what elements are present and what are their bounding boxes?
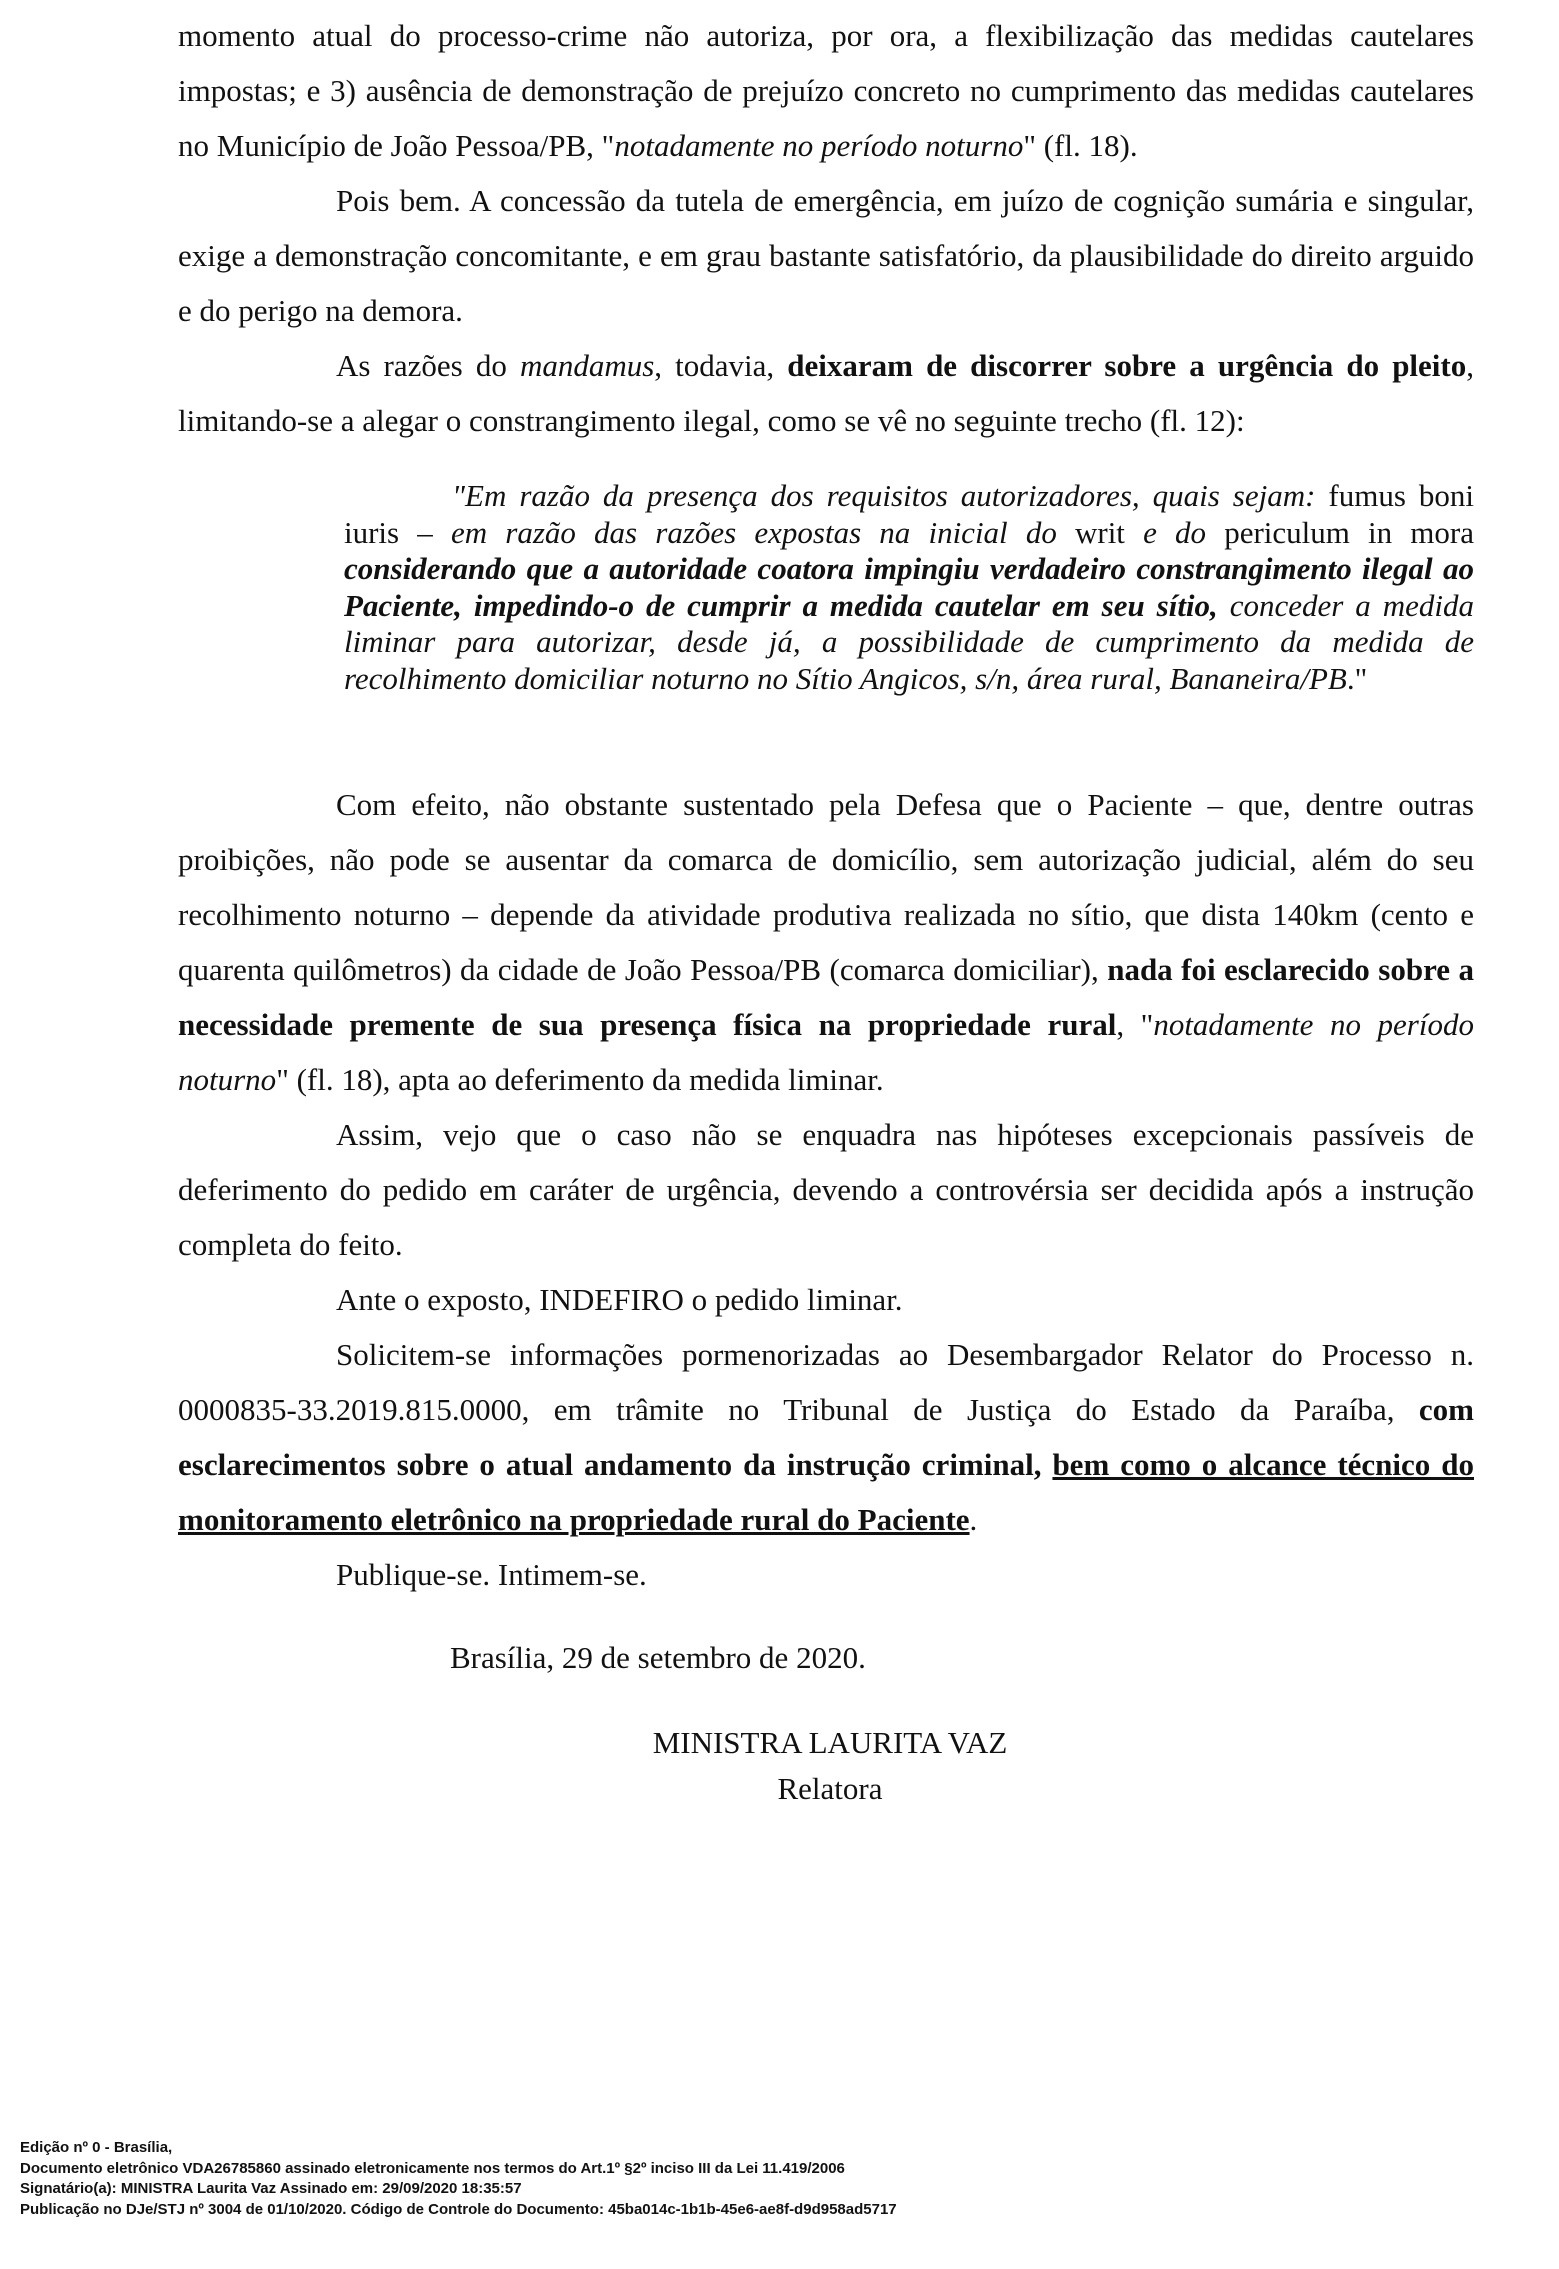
paragraph-4-italic: notadamente no período noturno [178, 1007, 1474, 1097]
paragraph-5: Assim, vejo que o caso não se enquadra nas hipóteses excepcionais passíveis de deferimento do pedido em caráter de urgência, devendo a controvérsia ser decidida após a instrução completa do feito. [178, 1117, 1474, 1262]
signature-block [630, 1720, 1030, 1812]
paragraph-8: Publique-se. Intimem-se. [336, 1557, 647, 1592]
paragraph-7-bold: com esclarecimentos sobre o atual andamento da instrução criminal, [178, 1392, 1474, 1482]
footer-line-edition: Edição nº 0 - Brasília, [20, 2139, 173, 2156]
paragraph-7 [178, 1327, 1474, 1547]
quote-bold-italic: considerando que a autoridade coatora impingiu verdadeiro constrangimento ilegal ao Paciente, impedindo-o de cumprir a medida cautelar em seu sítio, [344, 551, 1474, 623]
quote-italic-1: "Em razão da presença dos requisitos autorizadores, quais sejam: [452, 478, 1316, 513]
body-text-top [178, 8, 1474, 448]
paragraph-1-text: momento atual do processo-crime não autoriza, por ora, a flexibilização das medidas cautelares impostas; e 3) ausência de demonstração de prejuízo concreto no cumprimento das medidas cautelares no Município de João Pessoa/PB, " [178, 18, 1474, 163]
paragraph-7-bold-underline: bem como o alcance técnico do monitoramento eletrônico na propriedade rural do Paciente [178, 1447, 1474, 1537]
paragraph-1-text-end: " (fl. 18). [1023, 128, 1138, 163]
footer-line-document: Documento eletrônico VDA26785860 assinado eletronicamente nos termos do Art.1º §2º inciso III da Lei 11.419/2006 [20, 2159, 845, 2177]
electronic-signature-footer [20, 2138, 1540, 2220]
quote-normal-3: periculum in mora [1206, 514, 1475, 550]
quote-end: ." [1346, 660, 1368, 696]
paragraph-3-bold: deixaram de discorrer sobre a urgência do pleito [787, 348, 1467, 383]
signatory-role: Relatora [777, 1771, 883, 1806]
paragraph-7-text-end: . [969, 1502, 978, 1537]
body-text-bottom [178, 777, 1474, 1602]
paragraph-3 [178, 338, 1474, 448]
paragraph-4-bold: nada foi esclarecido sobre a necessidade premente de sua presença física na propriedade rural [178, 952, 1474, 1042]
footer-line-signatory: Signatário(a): MINISTRA Laurita Vaz Assinado em: 29/09/2020 18:35:57 [20, 2180, 522, 2197]
paragraph-4-text: Com efeito, não obstante sustentado pela Defesa que o Paciente – que, dentre outras proibições, não pode se ausentar da comarca de domicílio, sem autorização judicial, além do seu recolhimento noturno – depende da atividade produtiva realizada no sítio, que dista 140km (cento e quarenta quilômetros) da cidade de João Pessoa/PB (comarca domiciliar), [178, 787, 1474, 987]
paragraph-2: Pois bem. A concessão da tutela de emergência, em juízo de cognição sumária e singular, exige a demonstração concomitante, e em grau bastante satisfatório, da plausibilidade do direito arguido e do perigo na demora. [178, 183, 1474, 328]
paragraph-4-text-mid: , " [1116, 1007, 1154, 1042]
paragraph-3-italic: mandamus [519, 348, 655, 383]
quote-italic-3: e do [1124, 514, 1207, 550]
paragraph-3-text-mid: , todavia, [654, 348, 788, 383]
paragraph-4 [178, 777, 1474, 1107]
block-quote [344, 478, 1474, 697]
date-line: Brasília, 29 de setembro de 2020. [450, 1640, 866, 1675]
quote-paragraph [344, 478, 1474, 697]
quote-italic-4: conceder a medida liminar para autorizar, desde já, a possibilidade de cumprimento da medida de recolhimento domiciliar noturno no Sítio Angicos, s/n, área rural, Bananeira/PB [344, 587, 1474, 696]
quote-normal-2: writ [1056, 514, 1125, 550]
quote-normal-1: fumus boni iuris [344, 478, 1474, 550]
paragraph-6: Ante o exposto, INDEFIRO o pedido liminar. [336, 1282, 903, 1317]
signatory-name: MINISTRA LAURITA VAZ [652, 1725, 1008, 1760]
paragraph-3-text: As razões do [336, 348, 520, 383]
paragraph-1-italic: notadamente no período noturno [614, 128, 1024, 163]
quote-italic-2: – em razão das razões expostas na inicial do [399, 514, 1057, 550]
paragraph-3-text-end: , limitando-se a alegar o constrangimento ilegal, como se vê no seguinte trecho (fl. 12): [178, 348, 1474, 438]
paragraph-7-text: Solicitem-se informações pormenorizadas ao Desembargador Relator do Processo n. 0000835-33.2019.815.0000, em trâmite no Tribunal de Justiça do Estado da Paraíba, [178, 1337, 1474, 1427]
paragraph-1 [178, 8, 1474, 173]
paragraph-4-text-end: " (fl. 18), apta ao deferimento da medida liminar. [276, 1062, 884, 1097]
footer-line-publication: Publicação no DJe/STJ nº 3004 de 01/10/2020. Código de Controle do Documento: 45ba014c-1b1b-45e6-ae8f-d9d958ad5717 [20, 2200, 897, 2218]
